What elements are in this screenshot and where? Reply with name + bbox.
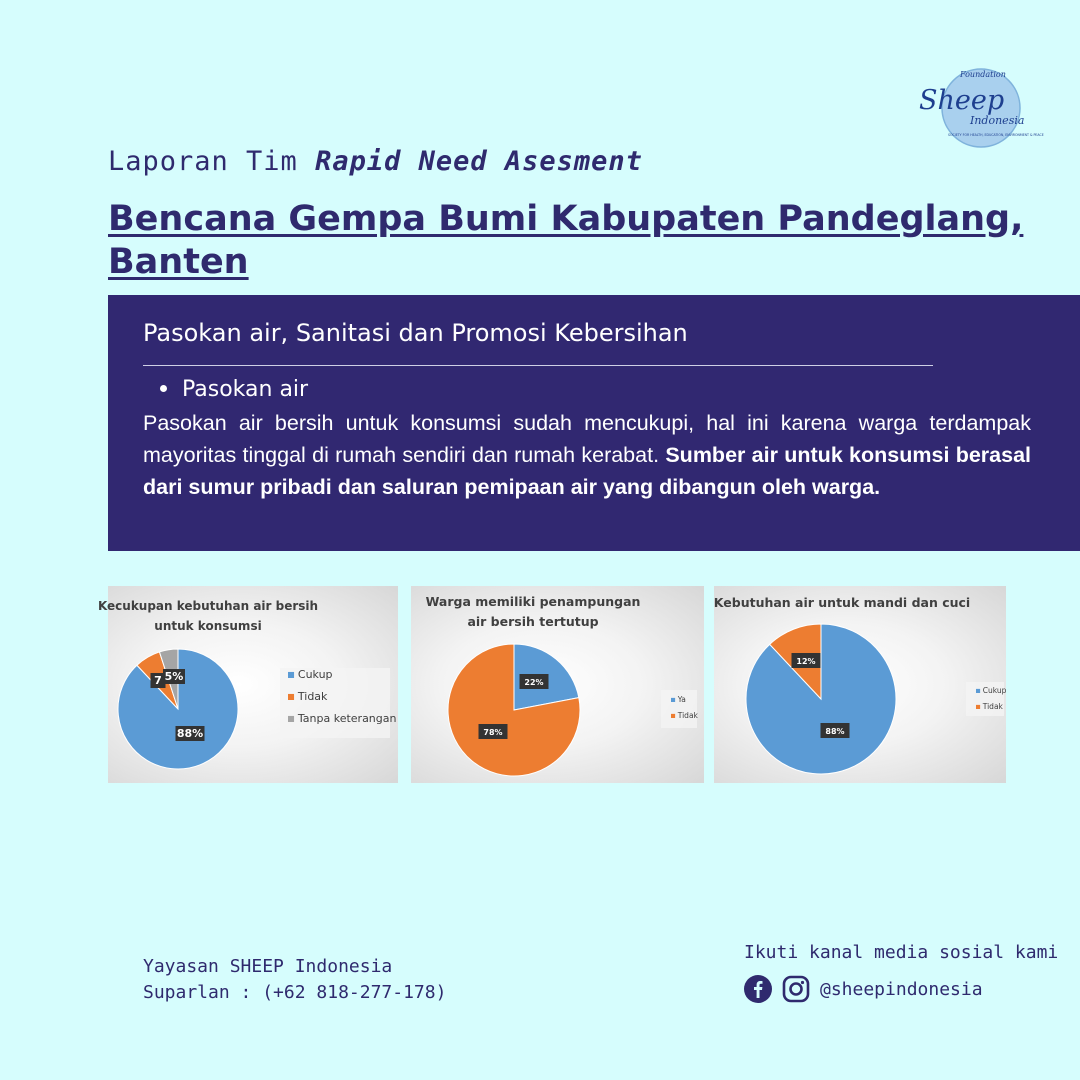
legend-swatch [288, 716, 294, 722]
data-label: 7 [154, 674, 162, 687]
legend-swatch [671, 698, 675, 702]
panel-heading: Pasokan air, Sanitasi dan Promosi Kebersihan [143, 319, 688, 347]
legend-box [280, 668, 390, 738]
chart-title-line: air bersih tertutup [467, 614, 599, 629]
chart-card-3 [714, 586, 1006, 783]
instagram-icon[interactable] [782, 975, 810, 1003]
social-links [744, 974, 983, 1004]
chart-bathing-washing [714, 586, 1006, 783]
data-label: 22% [524, 678, 544, 687]
panel-body-plain: Pasokan air bersih untuk konsumsi sudah mencukupi, hal ini karena warga terdampak mayoritas tinggal di rumah sendiri dan rumah kerabat. [143, 411, 1031, 467]
legend-label: Tidak [297, 690, 328, 703]
subtitle-emphasis: Rapid Need Asesment [315, 146, 643, 177]
sheep-foundation-logo [918, 66, 1044, 156]
page-title: Bencana Gempa Bumi Kabupaten Pandeglang, Banten [108, 199, 1024, 282]
social-label: Ikuti kanal media sosial kami [744, 942, 1059, 963]
data-label: 88% [176, 727, 204, 740]
legend-label: Cukup [297, 668, 333, 681]
legend-swatch [288, 672, 294, 678]
panel-body-bold: Sumber air untuk konsumsi berasal dari sumur pribadi dan saluran pemipaan air yang dibangun oleh warga. [143, 443, 1032, 499]
legend-swatch [288, 694, 294, 700]
chart-card-1 [97, 586, 398, 783]
chart-title-line: Kecukupan kebutuhan air bersih [97, 599, 319, 613]
chart-card-2 [411, 586, 704, 783]
legend-swatch [976, 689, 980, 693]
panel-body [143, 407, 1031, 503]
footer-contact [143, 954, 446, 1006]
logo-name: Sheep [919, 85, 1005, 116]
chart-covered-storage [411, 586, 704, 783]
legend-label: Cukup [982, 686, 1007, 695]
legend-label: Ya [677, 695, 686, 704]
logo-sub: Indonesia [970, 114, 1025, 127]
data-label: 5% [164, 670, 184, 683]
org-name: Yayasan SHEEP Indonesia [143, 956, 393, 977]
chart-title-line: Warga memiliki penampungan [425, 594, 641, 609]
report-subtitle [108, 146, 643, 177]
chart-title-line: untuk konsumsi [154, 619, 262, 633]
legend-label: Tidak [677, 711, 698, 720]
bullet-label: Pasokan air [182, 377, 309, 402]
legend-label: Tanpa keterangan [297, 712, 397, 725]
chart-title-line: Kebutuhan air untuk mandi dan cuci [713, 595, 971, 610]
subtitle-prefix: Laporan Tim [108, 146, 316, 177]
contact-phone: Suparlan : (+62 818-277-178) [143, 982, 447, 1003]
data-label: 78% [483, 728, 503, 737]
social-handle[interactable]: @sheepindonesia [820, 978, 983, 1000]
bullet-item [160, 377, 308, 402]
facebook-icon[interactable] [744, 975, 772, 1003]
logo-tagline: SOCIETY FOR HEALTH, EDUCATION, ENVIRONMENT & PEACE [948, 133, 1044, 137]
logo-ring-text: Foundation [960, 70, 1006, 79]
data-label: 12% [796, 657, 816, 666]
chart-consumption-adequacy [97, 586, 398, 783]
bullet-icon [160, 385, 167, 392]
water-supply-panel [108, 295, 1080, 551]
data-label: 88% [825, 727, 845, 736]
legend-swatch [976, 705, 980, 709]
panel-divider [143, 365, 933, 366]
legend-label: Tidak [982, 702, 1003, 711]
legend-swatch [671, 714, 675, 718]
